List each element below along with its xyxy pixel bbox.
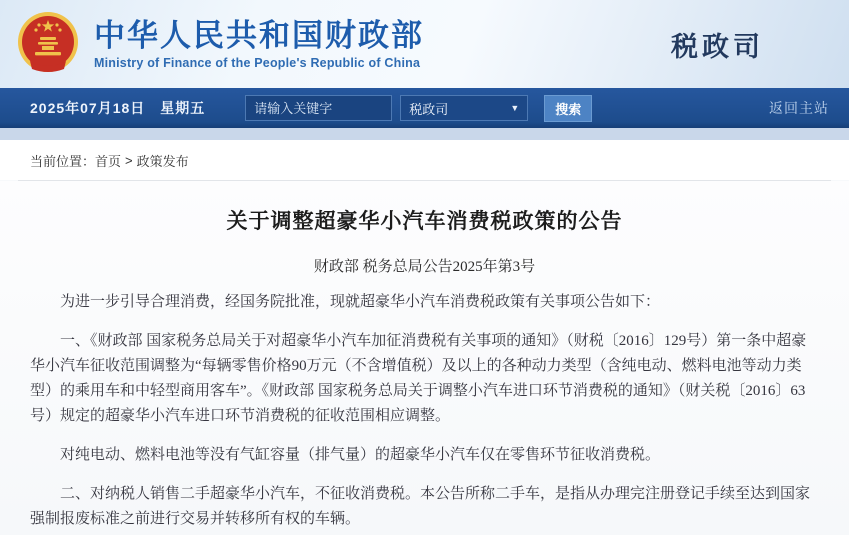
paragraph-item-1-note: 对纯电动、燃料电池等没有气缸容量（排气量）的超豪华小汽车仅在零售环节征收消费税。 — [60, 447, 661, 463]
search-button[interactable]: 搜索 — [544, 95, 592, 122]
current-date: 2025年07月18日 星期五 — [30, 100, 206, 116]
breadcrumb-separator: > — [125, 152, 133, 168]
header-titles — [94, 18, 424, 71]
article — [0, 181, 849, 535]
navbar — [0, 88, 849, 128]
site-subtitle-en: Ministry of Finance of the People's Republic of China — [94, 56, 421, 71]
department-title: 税政司 — [671, 31, 764, 62]
paragraph-intro: 为进一步引导合理消费，经国务院批准，现就超豪华小汽车消费税政策有关事项公告如下： — [60, 294, 661, 310]
category-selected-value: 税政司 — [409, 101, 449, 117]
chevron-down-icon: ▼ — [510, 103, 520, 113]
return-home-link[interactable]: 返回主站 — [769, 100, 829, 116]
document-number: 财政部 税务总局公告2025年第3号 — [313, 259, 536, 275]
subnav-strip — [0, 128, 849, 140]
breadcrumb-policy-link[interactable]: 政策发布 — [136, 153, 189, 169]
national-emblem-icon — [16, 11, 80, 77]
paragraph-item-2: 二、对纳税人销售二手超豪华小汽车，不征收消费税。本公告所称二手车，是指从办理完注册登记手续至达到国家强制报废标准之前进行交易并转移所有权的车辆。 — [30, 486, 811, 527]
category-dropdown[interactable] — [400, 95, 528, 121]
site-header — [0, 0, 849, 88]
breadcrumb — [0, 140, 849, 180]
site-title: 中华人民共和国财政部 — [94, 17, 424, 53]
breadcrumb-home-link[interactable]: 首页 — [95, 153, 122, 169]
breadcrumb-label: 当前位置： — [30, 153, 96, 169]
paragraph-item-1: 一、《财政部 国家税务总局关于对超豪华小汽车加征消费税有关事项的通知》（财税〔2016〕129号）第一条中超豪华小汽车征收范围调整为“每辆零售价格90万元（不含增值税）及以上的各种动力类型（含纯电动、燃料电池等动力类型）的乘用车和中轻型商用客车”。《财政部 国家税务总局关于调整小汽车进口环节消费税的通知》（财关税〔2016〕63号）规定的超豪华小汽车进口环节消费税的征收范围相应调整。 — [30, 333, 807, 424]
article-title: 关于调整超豪华小汽车消费税政策的公告 — [226, 209, 623, 233]
header-brand — [16, 11, 424, 77]
article-body — [30, 290, 819, 532]
search-input[interactable] — [245, 95, 392, 121]
